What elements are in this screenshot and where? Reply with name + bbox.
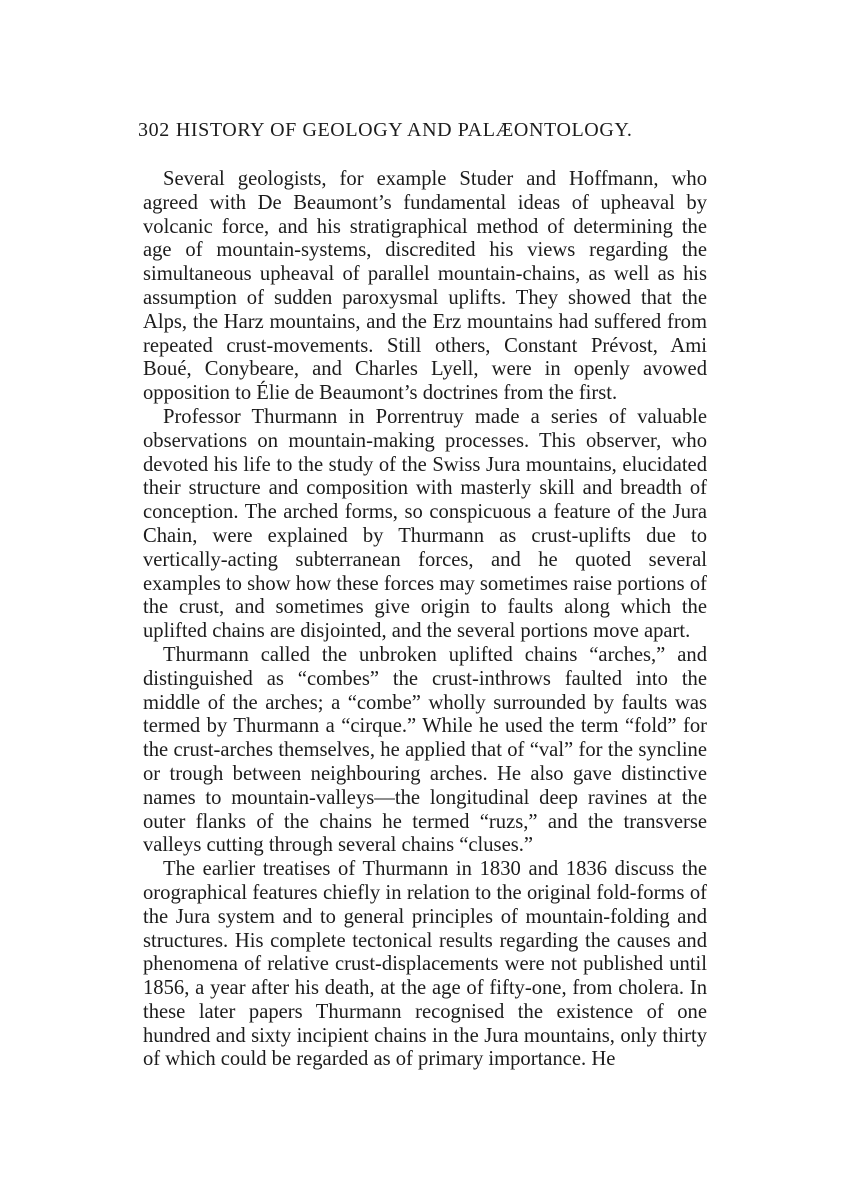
paragraph-thurmann-porrentruy: Professor Thurmann in Porrentruy made a series of valuable observations on mountain-making processes. This observer, who devoted his life to the study of the Swiss Jura mountains, elucidated their structure and composition with masterly skill and breadth of conception. The arched forms, so conspicuous a feature of the Jura Chain, were explained by Thurmann as crust-uplifts due to vertically-acting subterranean forces, and he quoted several examples to show how these forces may sometimes raise portions of the crust, and sometimes give origin to faults along which the uplifted chains are disjointed, and the several portions move apart. <box>143 405 707 643</box>
paragraph-thurmann-terms: Thurmann called the unbroken uplifted chains “arches,” and distinguished as “combes” the crust-inthrows faulted into the middle of the arches; a “combe” wholly surrounded by faults was termed by Thurmann a “cirque.” While he used the term “fold” for the crust-arches themselves, he applied that of “val” for the syncline or trough between neighbouring arches. He also gave distinctive names to mountain-valleys—the longitudinal deep ravines at the outer flanks of the chains he termed “ruzs,” and the transverse valleys cutting through several chains “cluses.” <box>143 643 707 857</box>
running-head <box>138 117 713 143</box>
paragraph-studer-hoffmann: Several geologists, for example Studer and Hoffmann, who agreed with De Beaumont’s fundamental ideas of upheaval by volcanic force, and his stratigraphical method of determining the age of mountain-systems, discredited his views regarding the simultaneous upheaval of parallel mountain-chains, as well as his assumption of sudden paroxysmal uplifts. They showed that the Alps, the Harz mountains, and the Erz mountains had suffered from repeated crust-movements. Still others, Constant Prévost, Ami Boué, Conybeare, and Charles Lyell, were in openly avowed opposition to Élie de Beaumont’s doctrines from the first. <box>143 168 707 405</box>
body-text <box>143 168 707 1072</box>
page-number: 302 <box>138 119 170 141</box>
running-title: HISTORY OF GEOLOGY AND PALÆONTOLOGY. <box>175 119 633 141</box>
paragraph-earlier-treatises: The earlier treatises of Thurmann in 1830 and 1836 discuss the orographical features chiefly in relation to the original fold-forms of the Jura system and to general principles of mountain-folding and structures. His complete tectonical results regarding the causes and phenomena of relative crust-displacements were not published until 1856, a year after his death, at the age of fifty-one, from cholera. In these later papers Thurmann recognised the existence of one hundred and sixty incipient chains in the Jura mountains, only thirty of which could be regarded as of primary importance. He <box>143 858 707 1071</box>
